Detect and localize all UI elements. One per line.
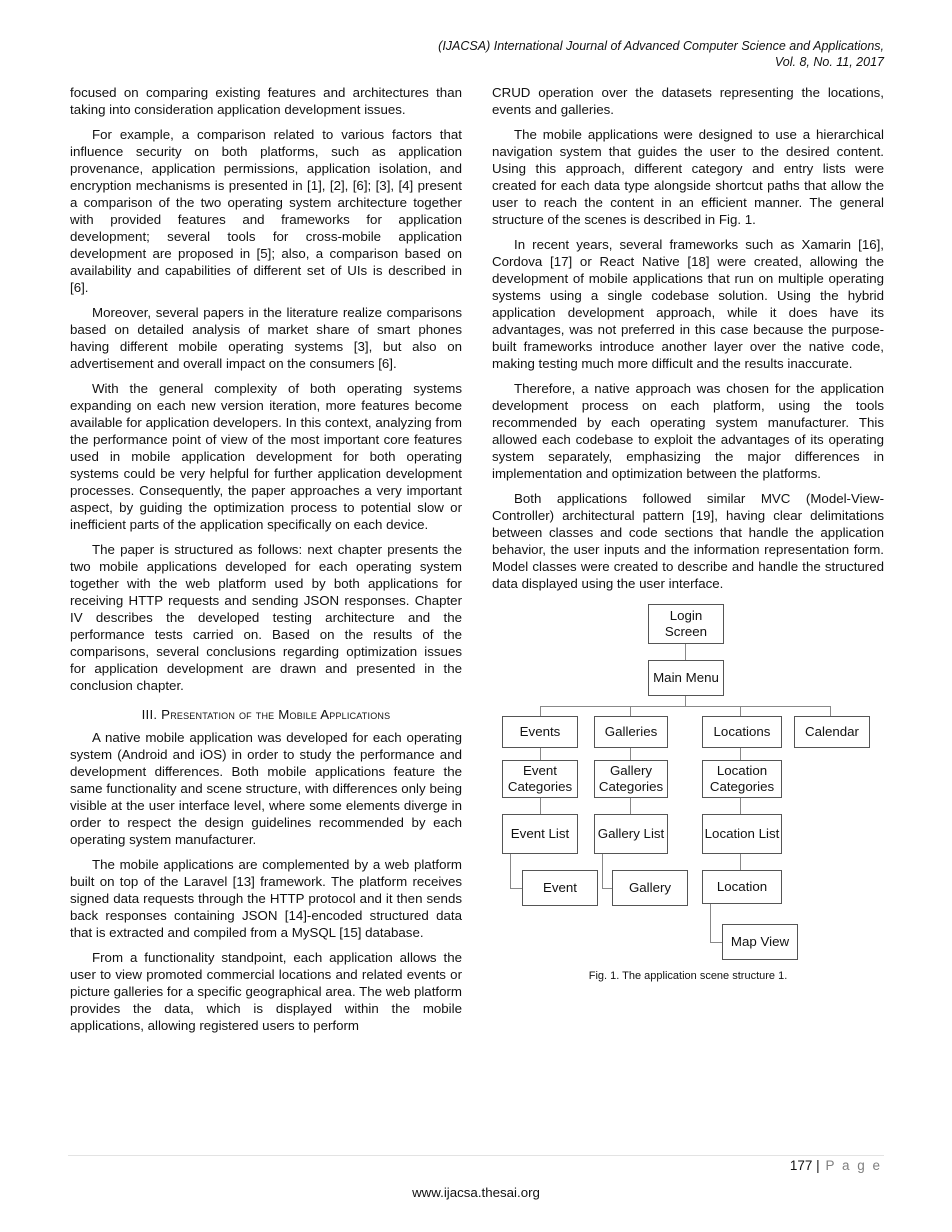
node-location: Location — [702, 870, 782, 904]
paragraph: For example, a comparison related to various factors that influence security on both platforms, such as application provenance, application permissions, application isolation, and encryption mechanisms is presented in [1], [2], [6]; [3], [4] present a comparison of the two operating system architecture together with provided features and frameworks for application development; several tools for cross-mobile application development are proposed in [5]; also, a comparison based on availability and capabilities of different set of UIs is described in [6]. — [70, 127, 462, 295]
node-gallery-categories: Gallery Categories — [594, 760, 668, 798]
connector — [685, 696, 686, 706]
node-location-list: Location List — [702, 814, 782, 854]
node-galleries: Galleries — [594, 716, 668, 748]
paragraph: Moreover, several papers in the literature realize comparisons based on detailed analysis of market share of smart phones having different mobile operating systems [3], but also on advertisement and overall impact on the consumers [6]. — [70, 305, 462, 371]
node-gallery-list: Gallery List — [594, 814, 668, 854]
connector — [740, 706, 741, 716]
node-event: Event — [522, 870, 598, 906]
scene-structure-diagram — [492, 604, 884, 982]
paragraph: From a functionality standpoint, each application allows the user to view promoted commercial locations and related events or picture galleries for a specific geographical area. The web platform provides the data, which is displayed within the mobile applications, allowing registered users to perform — [70, 950, 462, 1033]
journal-volume: Vol. 8, No. 11, 2017 — [774, 55, 884, 69]
paragraph: In recent years, several frameworks such as Xamarin [16], Cordova [17] or React Native [18] were created, allowing the development of mobile applications that run on multiple operating systems using a single codebase solution. Using the hybrid application development approach, while it does have its advantages, was not preferred in this case because the purpose-built frameworks introduce another layer over the native code, making testing much more difficult and the results inaccurate. — [492, 237, 884, 371]
connector — [685, 644, 686, 660]
node-map-view: Map View — [722, 924, 798, 960]
node-event-categories: Event Categories — [502, 760, 578, 798]
connector — [830, 706, 831, 716]
page-number — [790, 1158, 882, 1173]
paragraph: A native mobile application was developed for each operating system (Android and iOS) in order to study the performance and development differences. Both mobile applications feature the same functionality and scene structure, with differences only being visible at the user interface level, where some elements diverge in order to respect the design guidelines recommended by each operating system manufacturer. — [70, 730, 462, 847]
journal-title: (IJACSA) International Journal of Advanced Computer Science and Applications, — [438, 39, 884, 53]
connector — [602, 888, 612, 889]
page-number-value: 177 | — [789, 1158, 820, 1173]
connector — [630, 798, 631, 814]
paragraph: The mobile applications are complemented by a web platform built on top of the Laravel [13] framework. The platform receives signed data requests through the HTTP protocol and it then sends back responses containing JSON [14]-encoded structured data that is extracted and compiled from a MySQL [15] database. — [70, 857, 462, 940]
node-calendar: Calendar — [794, 716, 870, 748]
footer-divider — [68, 1155, 884, 1156]
section-title: III. Presentation of the Mobile Applications — [141, 707, 391, 722]
connector — [510, 854, 511, 888]
node-gallery: Gallery — [612, 870, 688, 906]
connector — [540, 748, 541, 760]
node-locations: Locations — [702, 716, 782, 748]
node-login-screen: Login Screen — [648, 604, 724, 644]
paragraph: The paper is structured as follows: next chapter presents the two mobile applications developed for each operating system together with the web platform used by both applications for receiving HTTP requests and sending JSON responses. Chapter IV describes the developed testing architecture and the performance tests carried on. Based on the results of the comparisons, several conclusions regarding optimization issues for application development are drawn and presented in the conclusion chapter. — [70, 542, 462, 693]
right-column — [492, 84, 884, 982]
node-events: Events — [502, 716, 578, 748]
node-main-menu: Main Menu — [648, 660, 724, 696]
connector — [510, 888, 522, 889]
paragraph: focused on comparing existing features and architectures than taking into consideration application development issues. — [70, 85, 462, 117]
connector — [740, 798, 741, 814]
connector — [740, 854, 741, 870]
connector — [710, 904, 711, 942]
paragraph: Both applications followed similar MVC (Model-View-Controller) architectural pattern [19], having clear delimitations between classes and code sections that handle the application behavior, the user inputs and the information representation form. Model classes were created to describe and handle the structured data displayed using the user interface. — [492, 491, 884, 591]
paragraph: CRUD operation over the datasets representing the locations, events and galleries. — [492, 85, 884, 117]
connector — [540, 798, 541, 814]
connector — [540, 706, 541, 716]
connector — [630, 706, 631, 716]
node-location-categories: Location Categories — [702, 760, 782, 798]
figure-caption: Fig. 1. The application scene structure 1. — [588, 970, 788, 982]
connector — [540, 706, 830, 707]
paragraph: Therefore, a native approach was chosen for the application development process on each platform, using the tools recommended by each operating system manufacturer. This allowed each codebase to exploit the advantages of its operating system separately, emphasizing the major differences in implementation and optimization between the platforms. — [492, 381, 884, 481]
left-column — [70, 84, 462, 1042]
connector — [630, 748, 631, 760]
page-word: P a g e — [819, 1158, 882, 1173]
website-footer: www.ijacsa.thesai.org — [412, 1185, 540, 1200]
journal-header — [438, 38, 884, 70]
connector — [602, 854, 603, 888]
paragraph: The mobile applications were designed to use a hierarchical navigation system that guides the user to the desired content. Using this approach, different category and entry lists were created for each data type alongside shortcut paths that allow the user to reach the content in an efficient manner. The general structure of the scenes is described in Fig. 1. — [492, 127, 884, 227]
node-event-list: Event List — [502, 814, 578, 854]
paragraph: With the general complexity of both operating systems expanding on each new version iteration, more features become available for application developers. In this context, analyzing from the performance point of view of the most important core features used in mobile application development for both operating systems could be very helpful for further application development processes. Consequently, the paper approaches a very important aspect, by guiding the optimization process to potential slow or inefficient parts of the application specifically on each device. — [70, 381, 462, 532]
connector — [710, 942, 722, 943]
connector — [740, 748, 741, 760]
